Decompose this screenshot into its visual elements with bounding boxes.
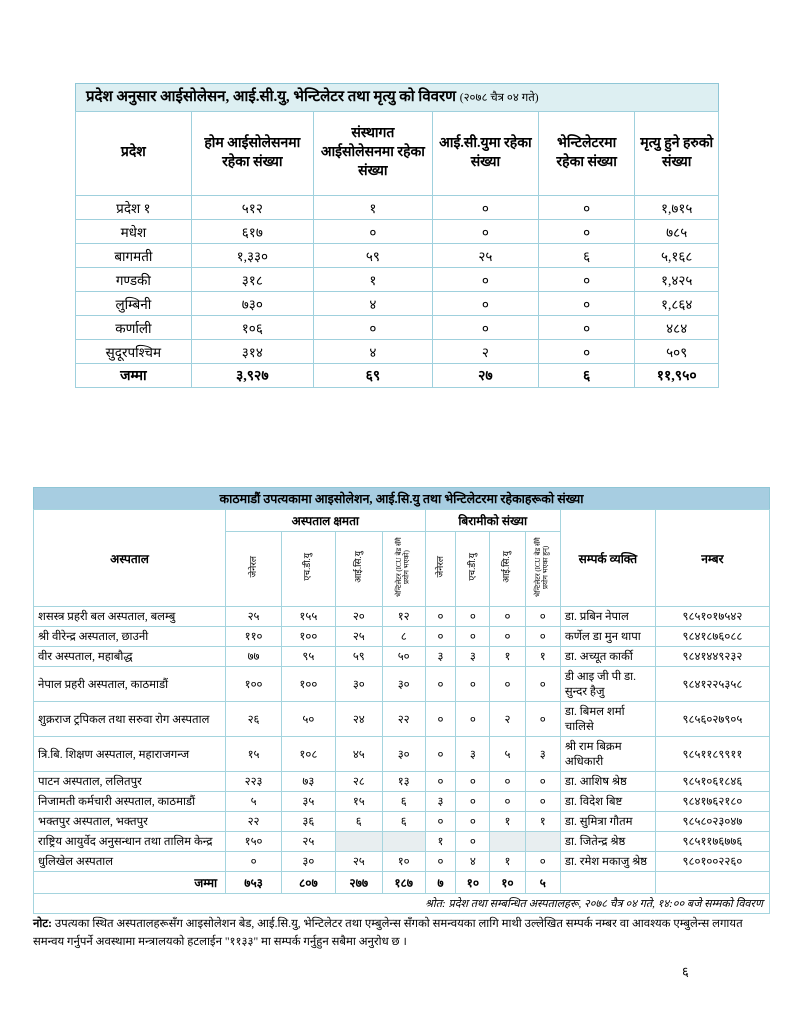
cell-value: ० [432, 316, 538, 340]
patients-general-header [425, 532, 456, 607]
phone-number: ९८४१८७६०८८ [655, 627, 769, 647]
valley-table-total-row [34, 872, 770, 894]
patient-count-value [490, 832, 525, 852]
contact-person: डा. प्रबिन नेपाल [560, 607, 655, 627]
capacity-value: १३ [382, 772, 425, 792]
capacity-value: १५ [335, 792, 382, 812]
capacity-hdu-header [282, 532, 336, 607]
table-row [34, 772, 770, 792]
capacity-value [382, 832, 425, 852]
cell-value: १,४२५ [635, 268, 719, 292]
table-row [34, 647, 770, 667]
cell-value: २५ [432, 244, 538, 268]
patient-count-value: ० [525, 607, 560, 627]
capacity-value: ३० [335, 667, 382, 702]
cell-value: ० [538, 220, 634, 244]
valley-table-group-row [34, 510, 770, 532]
cell-value: ० [538, 340, 634, 364]
contact-person: कर्णेल डा मुन थापा [560, 627, 655, 647]
capacity-value: १५ [226, 737, 282, 772]
column-header: भेन्टिलेटरमा रहेका संख्या [538, 112, 634, 196]
patient-count-value: ० [490, 627, 525, 647]
rotated-label: आई.सि.यु [352, 551, 363, 583]
patient-count-value: ० [525, 702, 560, 737]
total-value: २७ [432, 364, 538, 388]
total-value: १० [456, 872, 490, 894]
valley-hospitals-table [33, 487, 770, 914]
contact-person: डा. अच्यूत कार्की [560, 647, 655, 667]
capacity-value: १० [382, 852, 425, 872]
capacity-ventilator-header [382, 532, 425, 607]
capacity-value: २४ [335, 702, 382, 737]
cell-value: ४ [313, 340, 432, 364]
cell-value: ४ [313, 292, 432, 316]
patient-count-value: १ [490, 852, 525, 872]
cell-value: १,८६४ [635, 292, 719, 316]
province-table-title-text: प्रदेश अनुसार आईसोलेसन, आई.सी.यु, भेन्टिलेटर तथा मृत्यु को विवरण [86, 89, 456, 105]
capacity-group-header: अस्पताल क्षमता [226, 510, 425, 532]
hospital-name: वीर अस्पताल, महाबौद्ध [34, 647, 226, 667]
capacity-value: १०० [282, 627, 336, 647]
patient-count-value: ० [456, 792, 490, 812]
table-row [76, 316, 719, 340]
hospital-name: निजामती कर्मचारी अस्पताल, काठमाडौं [34, 792, 226, 812]
total-value: ६९ [313, 364, 432, 388]
valley-table-body [34, 607, 770, 872]
capacity-value: ५० [382, 647, 425, 667]
table-row [34, 627, 770, 647]
capacity-value: १५० [226, 832, 282, 852]
capacity-value: १०० [226, 667, 282, 702]
patient-count-value: ० [456, 772, 490, 792]
patient-count-value: ० [425, 607, 456, 627]
patient-count-value: १ [490, 647, 525, 667]
province-name: बागमती [76, 244, 192, 268]
capacity-value: ३५ [282, 792, 336, 812]
cell-value: ० [432, 220, 538, 244]
capacity-value: २२३ [226, 772, 282, 792]
table-row [76, 340, 719, 364]
phone-number: ९८४१७६२१८० [655, 792, 769, 812]
patient-count-value: ० [490, 667, 525, 702]
hospital-name: राष्ट्रिय आयुर्वेद अनुसन्धान तथा तालिम केन्द्र [34, 832, 226, 852]
contact-person: डा. बिमल शर्मा चालिसे [560, 702, 655, 737]
phone-number: ९८५११७६७७६ [655, 832, 769, 852]
patient-count-value: १ [490, 812, 525, 832]
capacity-value: १५५ [282, 607, 336, 627]
capacity-value: ७३ [282, 772, 336, 792]
contact-person: डा. विदेश बिष्ट [560, 792, 655, 812]
cell-value: २ [432, 340, 538, 364]
patient-count-value: ० [490, 607, 525, 627]
table-row [76, 196, 719, 220]
hospital-name: धुलिखेल अस्पताल [34, 852, 226, 872]
capacity-value: ५ [226, 792, 282, 812]
cell-value: ५१२ [191, 196, 313, 220]
patient-count-value: ३ [425, 792, 456, 812]
capacity-icu-header [335, 532, 382, 607]
patient-count-value: ० [425, 737, 456, 772]
capacity-value: २५ [282, 832, 336, 852]
capacity-value: ४५ [335, 737, 382, 772]
cell-value: ४८४ [635, 316, 719, 340]
total-value: २७७ [335, 872, 382, 894]
rotated-label: एच.डी.यु [466, 553, 477, 581]
footer-note [33, 916, 770, 952]
patients-hdu-header [456, 532, 490, 607]
capacity-value: २८ [335, 772, 382, 792]
table-row [34, 607, 770, 627]
patient-count-value: ० [425, 852, 456, 872]
patient-count-value: १ [525, 812, 560, 832]
capacity-value: २६ [226, 702, 282, 737]
rotated-label: आई.सि.यु [501, 551, 512, 583]
capacity-value: ५९ [335, 647, 382, 667]
phone-number: ९८५१०६१८४६ [655, 772, 769, 792]
cell-value: १,३३० [191, 244, 313, 268]
patients-ventilator-header [525, 532, 560, 607]
total-label: जम्मा [34, 872, 226, 894]
patient-count-value: ३ [425, 647, 456, 667]
phone-number: ९८४१२२५३५८ [655, 667, 769, 702]
cell-value: ० [538, 268, 634, 292]
contact-person: डी आइ जी पी डा. सुन्दर हैजु [560, 667, 655, 702]
province-name: कर्णाली [76, 316, 192, 340]
rotated-label: भेन्टिलेटर (ICU बेड सँगै प्रयोग भएका हुन्) [534, 537, 550, 597]
cell-value: ० [432, 268, 538, 292]
patient-count-value: ३ [456, 737, 490, 772]
patient-count-value: ० [525, 667, 560, 702]
capacity-value: १२ [382, 607, 425, 627]
province-name: गण्डकी [76, 268, 192, 292]
patient-count-value: ० [425, 702, 456, 737]
phone-number: ९८५८०२३०४७ [655, 812, 769, 832]
cell-value: ७३० [191, 292, 313, 316]
total-contact-empty [560, 872, 655, 894]
patient-count-value: ० [525, 852, 560, 872]
capacity-value: ६ [335, 812, 382, 832]
patient-count-value: ० [525, 772, 560, 792]
capacity-value: ० [226, 852, 282, 872]
table-row [34, 702, 770, 737]
contact-person: डा. सुमित्रा गौतम [560, 812, 655, 832]
rotated-label: जेनेरल [247, 556, 258, 578]
capacity-value: ११० [226, 627, 282, 647]
capacity-value: ७७ [226, 647, 282, 667]
capacity-value: २५ [335, 852, 382, 872]
total-value: ६ [538, 364, 634, 388]
patient-count-value: ० [456, 607, 490, 627]
cell-value: ६१७ [191, 220, 313, 244]
patient-count-value: ५ [490, 737, 525, 772]
capacity-value: ३० [382, 737, 425, 772]
rotated-label: एच.डी.यु [302, 553, 313, 581]
capacity-value: ६ [382, 812, 425, 832]
total-value: ७५३ [226, 872, 282, 894]
valley-table-title: काठमाडौं उपत्यकामा आइसोलेशन, आई.सि.यु तथा भेन्टिलेटरमा रहेकाहरूको संख्या [33, 487, 770, 509]
patient-count-value: ० [425, 627, 456, 647]
table-row [76, 244, 719, 268]
province-name: सुदूरपश्चिम [76, 340, 192, 364]
patient-count-value: ० [490, 792, 525, 812]
patient-count-value: ० [425, 667, 456, 702]
capacity-value: २० [335, 607, 382, 627]
table-row [34, 667, 770, 702]
capacity-value: ६ [382, 792, 425, 812]
capacity-value: ३० [282, 852, 336, 872]
source-note: श्रोत: प्रदेश तथा सम्बन्धित अस्पतालहरू, २०७८ चैत्र ०४ गते, १४:०० बजे सम्मको विवरण [34, 894, 770, 914]
capacity-value: २२ [226, 812, 282, 832]
capacity-value: १०८ [282, 737, 336, 772]
cell-value: ३१४ [191, 340, 313, 364]
table-row [34, 832, 770, 852]
table-row [76, 292, 719, 316]
number-column-header: नम्बर [655, 510, 769, 607]
hospital-name: नेपाल प्रहरी अस्पताल, काठमाडौं [34, 667, 226, 702]
contact-person: डा. रमेश मकाजु श्रेष्ठ [560, 852, 655, 872]
phone-number: ९८०१००२२६० [655, 852, 769, 872]
total-value: ११,९५० [635, 364, 719, 388]
total-value: ८०७ [282, 872, 336, 894]
capacity-value: २२ [382, 702, 425, 737]
capacity-value: ३६ [282, 812, 336, 832]
cell-value: ० [538, 316, 634, 340]
patient-count-value: ० [425, 812, 456, 832]
page-number: ६ [682, 964, 689, 979]
contact-person: डा. जितेन्द्र श्रेष्ठ [560, 832, 655, 852]
table-row [76, 268, 719, 292]
valley-table-source-row [34, 894, 770, 914]
phone-number: ९८४१४४९२३२ [655, 647, 769, 667]
cell-value: ५९ [313, 244, 432, 268]
hospital-column-header: अस्पताल [34, 510, 226, 607]
contact-person: श्री राम बिक्रम अधिकारी [560, 737, 655, 772]
hospital-name: शुक्रराज ट्रपिकल तथा सरुवा रोग अस्पताल [34, 702, 226, 737]
patient-count-value: ४ [456, 852, 490, 872]
column-header: होम आईसोलेसनमा रहेका संख्या [191, 112, 313, 196]
capacity-value [335, 832, 382, 852]
cell-value: १ [313, 268, 432, 292]
patient-count-value: १ [525, 647, 560, 667]
footer-note-label: नोट: [33, 918, 52, 930]
capacity-value: ५० [282, 702, 336, 737]
table-row [34, 852, 770, 872]
cell-value: १ [313, 196, 432, 220]
patient-count-value [525, 832, 560, 852]
hospital-name: पाटन अस्पताल, ललितपुर [34, 772, 226, 792]
capacity-general-header [226, 532, 282, 607]
phone-number: ९८५६०२७९०५ [655, 702, 769, 737]
province-table-total-row [76, 364, 719, 388]
cell-value: ० [313, 220, 432, 244]
cell-value: १०६ [191, 316, 313, 340]
hospital-name: भक्तपुर अस्पताल, भक्तपुर [34, 812, 226, 832]
patient-count-value: ० [490, 772, 525, 792]
phone-number: ९८५११८९९११ [655, 737, 769, 772]
cell-value: ५,१६८ [635, 244, 719, 268]
patients-group-header: बिरामीको संख्या [425, 510, 560, 532]
province-name: मधेश [76, 220, 192, 244]
hospital-name: शसस्त्र प्रहरी बल अस्पताल, बलम्बु [34, 607, 226, 627]
patient-count-value: ० [456, 627, 490, 647]
total-value: ३,९२७ [191, 364, 313, 388]
patient-count-value: ० [425, 772, 456, 792]
province-summary-table [75, 83, 719, 388]
table-row [34, 812, 770, 832]
phone-number: ९८५१०१७५४२ [655, 607, 769, 627]
patient-count-value: ० [456, 812, 490, 832]
cell-value: ३१८ [191, 268, 313, 292]
patients-icu-header [490, 532, 525, 607]
patient-count-value: ० [525, 792, 560, 812]
rotated-label: जेनेरल [434, 556, 445, 578]
patient-count-value: ० [456, 702, 490, 737]
capacity-value: २५ [226, 607, 282, 627]
table-row [76, 220, 719, 244]
patient-count-value: ३ [525, 737, 560, 772]
patient-count-value: ० [456, 832, 490, 852]
column-header: संस्थागत आईसोलेसनमा रहेका संख्या [313, 112, 432, 196]
province-name: प्रदेश १ [76, 196, 192, 220]
province-name: लुम्बिनी [76, 292, 192, 316]
patient-count-value: २ [490, 702, 525, 737]
total-value: १८७ [382, 872, 425, 894]
hospital-name: त्रि.बि. शिक्षण अस्पताल, महाराजगन्ज [34, 737, 226, 772]
column-header: प्रदेश [76, 112, 192, 196]
province-table-title-date: (२०७८ चैत्र ०४ गते) [459, 92, 539, 104]
capacity-value: १०० [282, 667, 336, 702]
hospital-name: श्री वीरेन्द्र अस्पताल, छाउनी [34, 627, 226, 647]
table-row [34, 792, 770, 812]
cell-value: ० [313, 316, 432, 340]
total-label: जम्मा [76, 364, 192, 388]
cell-value: ० [432, 196, 538, 220]
column-header: मृत्यु हुने हरुको संख्या [635, 112, 719, 196]
capacity-value: ८ [382, 627, 425, 647]
cell-value: १,७१५ [635, 196, 719, 220]
patient-count-value: १ [425, 832, 456, 852]
cell-value: ० [538, 196, 634, 220]
province-table-body [76, 196, 719, 364]
cell-value: ० [432, 292, 538, 316]
total-value: १० [490, 872, 525, 894]
cell-value: ० [538, 292, 634, 316]
cell-value: ७८५ [635, 220, 719, 244]
total-value: ५ [525, 872, 560, 894]
capacity-value: २५ [335, 627, 382, 647]
province-table-header-row [76, 112, 719, 196]
column-header: आई.सी.युमा रहेका संख्या [432, 112, 538, 196]
footer-note-text: उपत्यका स्थित अस्पतालहरूसँग आइसोलेशन बेड, आई.सि.यु, भेन्टिलेटर तथा एम्बुलेन्स सँगको समन्वयका लागि माथी उल्लेखित सम्पर्क नम्बर वा आवश्यक एम्बुलेन्स लगायत समन्वय गर्नुपर्ने अवस्थामा मन्त्रालयको हटलाईन "११३३" मा सम्पर्क गर्नुहुन सबैमा अनुरोध छ । [33, 918, 743, 948]
patient-count-value: ० [456, 667, 490, 702]
table-row [34, 737, 770, 772]
contact-person: डा. आशिष श्रेष्ठ [560, 772, 655, 792]
capacity-value: ९५ [282, 647, 336, 667]
cell-value: ५०९ [635, 340, 719, 364]
total-number-empty [655, 872, 769, 894]
province-table-title [75, 83, 719, 111]
cell-value: ६ [538, 244, 634, 268]
patient-count-value: ० [525, 627, 560, 647]
total-value: ७ [425, 872, 456, 894]
rotated-label: भेन्टिलेटर (ICU बेड सँगै प्रयोग भएको) [395, 537, 411, 597]
contact-column-header: सम्पर्क व्यक्ति [560, 510, 655, 607]
patient-count-value: ३ [456, 647, 490, 667]
capacity-value: ३० [382, 667, 425, 702]
